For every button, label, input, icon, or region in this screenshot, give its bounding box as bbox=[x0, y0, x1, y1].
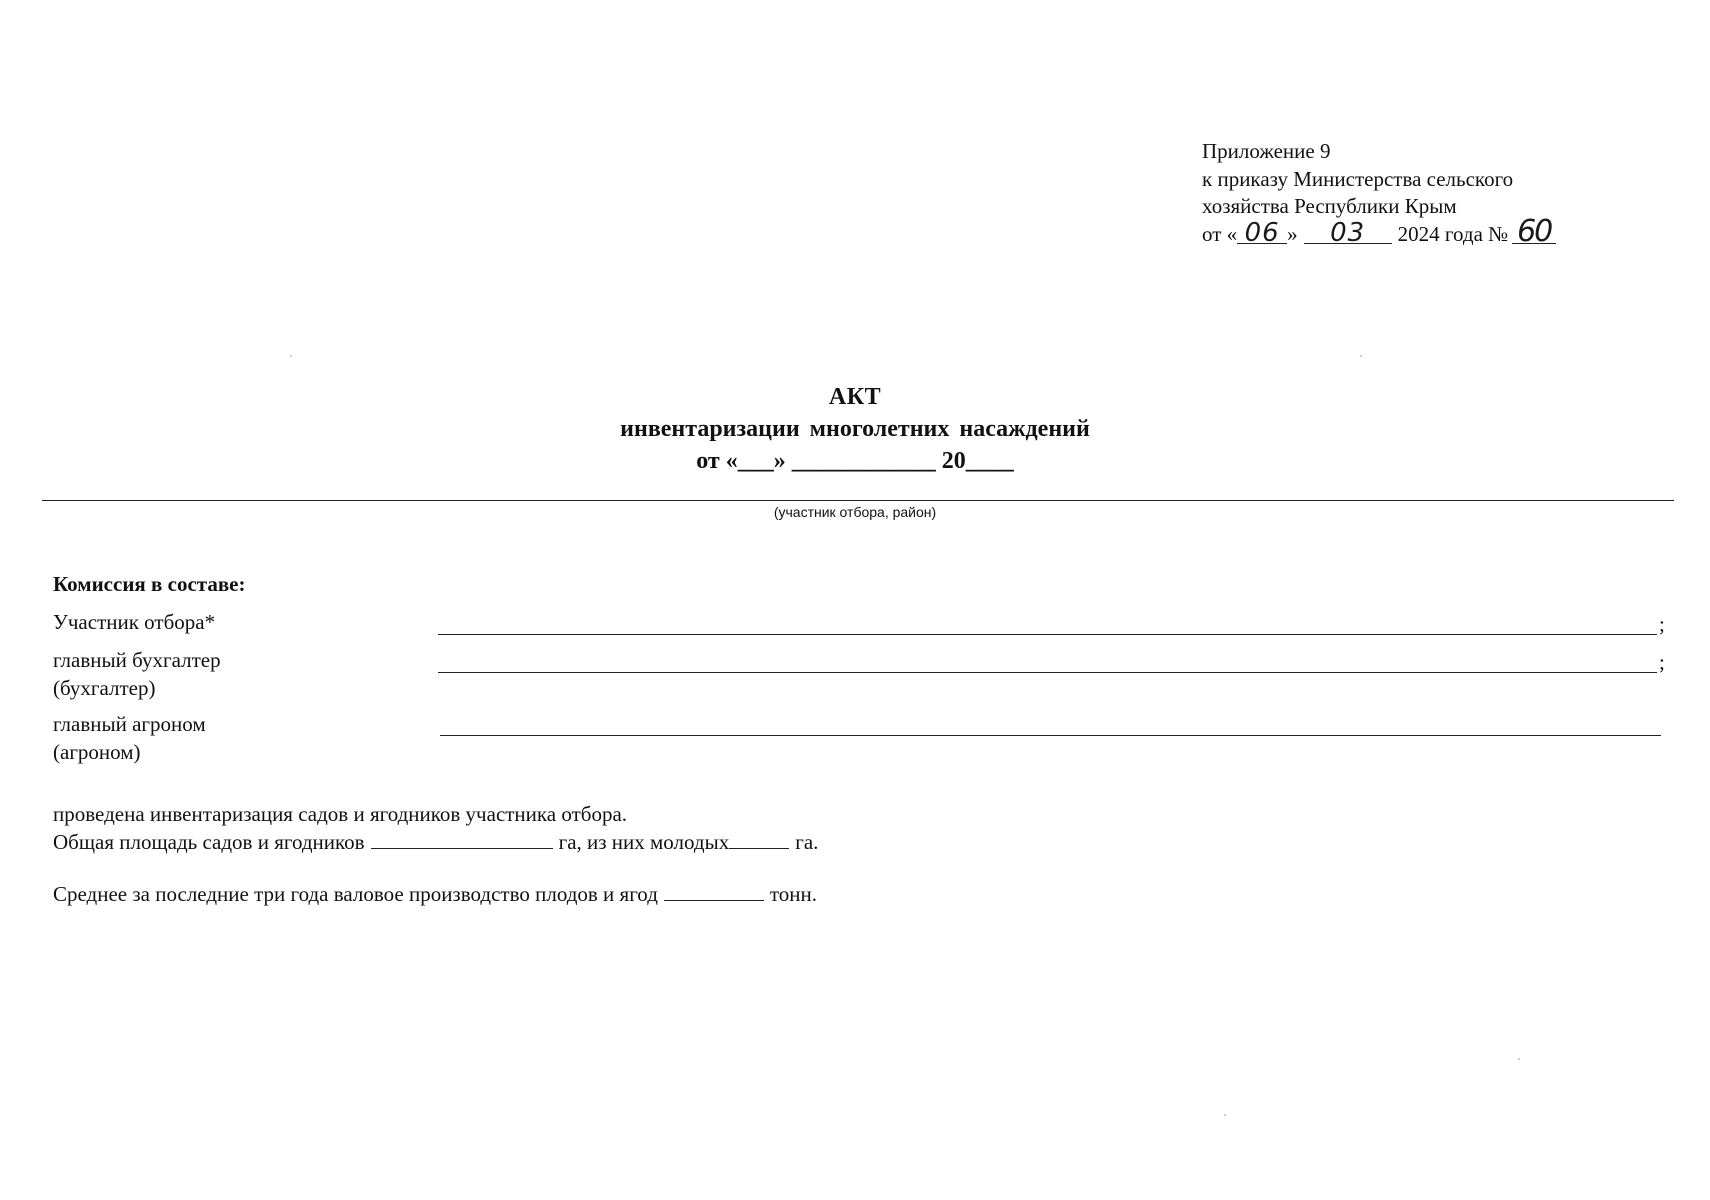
member-label: Участник отбора* bbox=[53, 610, 216, 634]
area-unit: га. bbox=[795, 830, 819, 854]
appendix-date-line bbox=[1202, 213, 1662, 249]
young-area-label: га, из них молодых bbox=[558, 830, 730, 854]
production-line bbox=[53, 880, 817, 908]
title-subject: инвентаризации многолетних насаждений bbox=[620, 416, 1090, 442]
scan-speck bbox=[1360, 355, 1362, 357]
date-day-handwritten: 06 bbox=[1244, 217, 1280, 248]
scan-speck bbox=[1518, 1058, 1520, 1060]
scan-speck bbox=[1224, 1114, 1226, 1116]
member-accountant-terminator: ; bbox=[1659, 650, 1665, 674]
date-month-handwritten: 03 bbox=[1330, 217, 1366, 248]
member-participant bbox=[53, 608, 215, 636]
production-label: Среднее за последние три года валовое производство плодов и ягод bbox=[53, 882, 658, 906]
inventory-statement: проведена инвентаризация садов и ягодников участника отбора. bbox=[53, 802, 628, 826]
date-month-field bbox=[1304, 217, 1392, 248]
commission-heading: Комиссия в составе: bbox=[53, 572, 246, 596]
participant-caption: (участник отбора, район) bbox=[773, 504, 937, 520]
document-title bbox=[0, 381, 1710, 477]
member-label-alt: (бухгалтер) bbox=[53, 676, 156, 700]
member-agronomist bbox=[53, 710, 206, 766]
date-day-field bbox=[1237, 217, 1287, 248]
member-participant-line bbox=[438, 634, 1657, 635]
order-number-handwritten: 60 bbox=[1517, 213, 1552, 249]
production-unit: тонн. bbox=[769, 882, 818, 906]
participant-rule bbox=[42, 500, 1674, 501]
member-label: главный агроном bbox=[53, 712, 206, 736]
total-area-line bbox=[53, 828, 818, 856]
member-participant-terminator: ; bbox=[1659, 612, 1665, 636]
scan-speck bbox=[290, 355, 292, 357]
member-accountant-line bbox=[438, 672, 1657, 673]
production-blank bbox=[664, 880, 764, 901]
member-label: главный бухгалтер bbox=[53, 648, 221, 672]
appendix-order-ref: к приказу Министерства сельского bbox=[1202, 166, 1514, 191]
member-label-alt: (агроном) bbox=[53, 740, 141, 764]
young-area-blank bbox=[729, 828, 789, 849]
order-number-field bbox=[1512, 213, 1556, 249]
member-agronomist-line bbox=[440, 735, 1661, 736]
member-accountant bbox=[53, 646, 221, 702]
title-akt: АКТ bbox=[828, 384, 882, 410]
total-area-blank bbox=[371, 828, 553, 849]
date-year-text: 2024 года № bbox=[1397, 221, 1509, 246]
total-area-label: Общая площадь садов и ягодников bbox=[53, 830, 365, 854]
appendix-reference bbox=[1202, 138, 1662, 248]
date-quote-close: » bbox=[1287, 221, 1298, 246]
title-date-line: от «___» ____________ 20____ bbox=[696, 448, 1014, 474]
appendix-ministry: хозяйства Республики Крым bbox=[1202, 194, 1457, 218]
appendix-number: Приложение 9 bbox=[1202, 139, 1331, 163]
date-prefix: от « bbox=[1202, 221, 1238, 246]
